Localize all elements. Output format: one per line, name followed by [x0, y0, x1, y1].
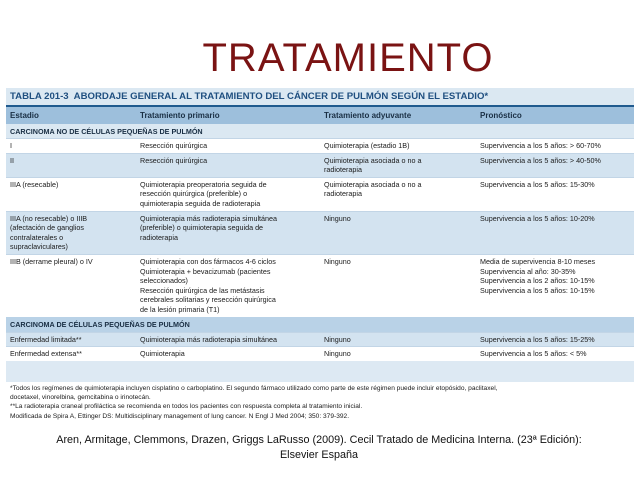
- cell-adjuvant: Ninguno: [324, 334, 351, 344]
- table-row: [6, 138, 634, 153]
- cell-primary: Resección quirúrgica: [140, 141, 208, 150]
- cell-primary: Quimioterapia: [140, 349, 185, 359]
- section-sclc: CARCINOMA DE CÉLULAS PEQUEÑAS DE PULMÓN: [6, 317, 634, 332]
- cell-stage: IIIA (resecable): [10, 179, 59, 189]
- slide-title: TRATAMIENTO: [202, 36, 494, 80]
- citation-line-1: Aren, Armitage, Clemmons, Drazen, Griggs LaRusso (2009). Cecil Tratado de Medicina Interna. (23ª Edición):: [56, 434, 582, 446]
- cell-prognosis: Supervivencia a los 5 años: 15-25%: [480, 334, 595, 344]
- cell-prognosis: Supervivencia a los 5 años: 15-30%: [480, 179, 595, 189]
- cell-adjuvant: Ninguno: [324, 213, 351, 223]
- cell-primary: Quimioterapia más radioterapia simultánea: [140, 334, 278, 344]
- header-adjuvant: Tratamiento adyuvante: [324, 111, 412, 120]
- cell-prognosis: Media de supervivencia 8-10 meses Supervivencia al año: 30-35% Supervivencia a los 2 años: 10-15% Supervivencia a los 5 años: 10-15%: [480, 256, 596, 295]
- table-row: [6, 153, 634, 177]
- table-title: ABORDAJE GENERAL AL TRATAMIENTO DEL CÁNCER DE PULMÓN SEGÚN EL ESTADIO*: [73, 91, 489, 102]
- cell-primary: Quimioterapia con dos fármacos 4-6 ciclos Quimioterapia + bevacizumab (pacientes seleccionados) Resección quirúrgica de las metástasis cerebrales solitarias y resección quirúrgica de la lesión primaria (T1): [140, 256, 276, 314]
- cell-stage: IIIA (no resecable) o IIIB (afectación de ganglios contralaterales o supraclaviculares): [10, 213, 88, 252]
- cell-prognosis: Supervivencia a los 5 años: > 40-50%: [480, 155, 601, 165]
- cell-prognosis: Supervivencia a los 5 años: < 5%: [480, 349, 587, 359]
- cell-adjuvant: Quimioterapia asociada o no a radioterapia: [324, 179, 422, 199]
- table-row: [6, 177, 634, 211]
- note-line: docetaxel, vinorelbina, gemcitabina o irinotecán.: [10, 394, 151, 402]
- table-row: [6, 332, 634, 347]
- note-line: Modificada de Spira A, Ettinger DS: Multidisciplinary management of lung cancer. N Engl J Med 2004; 350: 379-392.: [10, 412, 350, 420]
- header-prognosis: Pronóstico: [480, 111, 522, 120]
- table-row: [6, 346, 634, 361]
- table-notes: [6, 382, 634, 430]
- cell-stage: I: [10, 141, 12, 150]
- table-label: TABLA 201-3: [10, 91, 69, 102]
- table-row: [6, 254, 634, 317]
- header-stage: Estadio: [10, 111, 39, 120]
- cell-adjuvant: Ninguno: [324, 349, 351, 359]
- table-row: [6, 211, 634, 254]
- cell-stage: Enfermedad extensa**: [10, 349, 82, 359]
- cell-primary: Quimioterapia más radioterapia simultánea (preferible) o quimioterapia seguida de radioterapia: [140, 213, 278, 242]
- header-primary: Tratamiento primario: [140, 111, 220, 120]
- cell-stage: IIIB (derrame pleural) o IV: [10, 256, 93, 266]
- note-line: **La radioterapia craneal profiláctica se recomienda en todos los pacientes con respuesta completa al tratamiento inicial.: [10, 403, 363, 411]
- staging-table: [6, 88, 634, 430]
- cell-adjuvant: Quimioterapia (estadio 1B): [324, 141, 410, 150]
- cell-stage: Enfermedad limitada**: [10, 334, 82, 344]
- cell-primary: Quimioterapia preoperatoria seguida de resección quirúrgica (preferible) o quimioterapia seguida de radioterapia: [140, 179, 267, 208]
- citation: [0, 433, 638, 463]
- citation-line-2: Elsevier España: [279, 449, 359, 461]
- table-header-row: [6, 107, 634, 124]
- note-line: *Todos los regímenes de quimioterapia incluyen cisplatino o carboplatino. El segundo fármaco utilizado como parte de este régimen puede incluir etopósido, paclitaxel,: [10, 385, 498, 392]
- cell-prognosis: Supervivencia a los 5 años: > 60-70%: [480, 141, 601, 150]
- cell-primary: Resección quirúrgica: [140, 155, 208, 165]
- cell-prognosis: Supervivencia a los 5 años: 10-20%: [480, 213, 595, 223]
- cell-adjuvant: Ninguno: [324, 256, 351, 266]
- cell-adjuvant: Quimioterapia asociada o no a radioterapia: [324, 155, 422, 175]
- section-nsclc: CARCINOMA NO DE CÉLULAS PEQUEÑAS DE PULMÓN: [6, 124, 634, 138]
- table-caption: [6, 88, 634, 107]
- cell-stage: II: [10, 155, 14, 165]
